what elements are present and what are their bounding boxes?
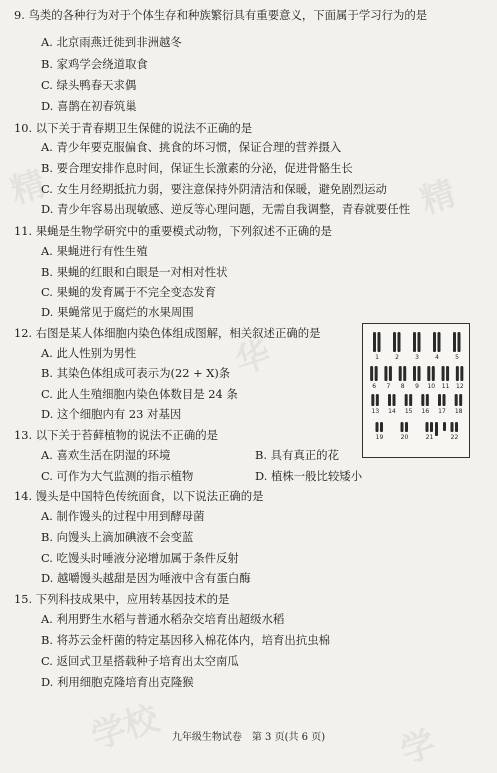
chromosome [378,332,381,352]
q12-stem: 12. 右图是某人体细胞内染色体组成图解，相关叙述正确的是 [14,326,321,340]
chromosome [384,366,387,381]
watermark: 精 [415,173,461,223]
q15-option: D. 利用细胞克隆培育出克隆猴 [41,675,194,689]
chromosome-label: 14 [388,408,396,415]
chromosome [458,332,461,352]
chromosome-label: 8 [400,383,405,390]
chromosome [443,394,446,406]
q14-option: A. 制作馒头的过程中用到酵母菌 [41,509,205,523]
watermark: 学 [395,723,441,773]
chromosome [373,332,376,352]
q11-option: C. 果蝇的发育属于不完全变态发育 [41,285,217,299]
q14-option: D. 越嚼馒头越甜是因为唾液中含有蛋白酶 [41,571,251,585]
chromosome [388,394,391,406]
chromosome-label: 19 [375,434,384,441]
q12-option: B. 其染色体组成可表示为(22 + X)条 [41,366,231,380]
chromosome-label: 11 [441,383,450,390]
q12-option: D. 这个细胞内有 23 对基因 [41,407,182,421]
chromosome [418,366,421,381]
chromosome [451,422,454,432]
chromosome [403,366,406,381]
q12-option: A. 此人性别为男性 [41,346,137,360]
q13-stem: 13. 以下关于苔藓植物的说法不正确的是 [14,428,218,442]
chromosome-label: 6 [372,383,377,390]
chromosome [438,394,441,406]
q9-option: A. 北京雨燕迁徙到非洲越冬 [41,35,182,49]
q11-option: D. 果蝇常见于腐烂的水果周围 [41,305,194,319]
chromosome-label: 13 [371,408,380,415]
chromosome [460,366,463,381]
q9-option: C. 绿头鸭春天求偶 [41,78,137,92]
chromosome [418,332,421,352]
chromosome [405,394,408,406]
chromosome-label: 15 [404,408,413,415]
chromosome [380,422,383,432]
chromosome [399,366,402,381]
watermark: 精 [5,163,51,213]
page-footer: 九年级生物试卷 第 3 页(共 6 页) [171,732,326,743]
chromosome-label: 21 [425,434,434,441]
q13-option: C. 可作为大气监测的指示植物 [41,469,194,483]
chromosome [376,394,379,406]
q9-option: D. 喜鹊在初春筑巢 [41,99,137,113]
q15-option: B. 将苏云金杆菌的特定基因移入棉花体内，培育出抗虫棉 [41,633,330,647]
chromosome [459,394,462,406]
chromosome-label: 9 [415,383,419,390]
q15-stem: 15. 下列科技成果中，应用转基因技术的是 [14,592,230,606]
chromosome-label: 22 [450,434,459,441]
q11-option: A. 果蝇进行有性生殖 [41,244,148,258]
chromosome [401,422,404,432]
q15-option: C. 返回式卫星搭载种子培育出太空南瓜 [41,654,239,668]
chromosome [413,332,416,352]
karyotype-figure [362,323,470,458]
q13-option: A. 喜欢生活在阴湿的环境 [41,448,171,462]
chromosome [393,332,396,352]
chromosome [370,366,373,381]
q12-option: C. 此人生殖细胞内染色体数目是 24 条 [41,387,238,401]
q10-option: A. 青少年要克服偏食、挑食的坏习惯，保证合理的营养摄入 [41,140,342,154]
chromosome-label: 3 [415,354,419,361]
chromosome [409,394,412,406]
chromosome-label: 5 [455,354,459,361]
chromosome [453,332,456,352]
chromosome-label: 17 [438,408,446,415]
chromosome [421,394,424,406]
chromosome-label: 12 [456,383,464,390]
sex-chromosome [435,422,438,436]
q10-option: D. 青少年容易出现敏感、逆反等心理问题，无需自我调整，青春就要任性 [41,202,411,216]
chromosome [375,366,378,381]
q10-stem: 10. 以下关于青春期卫生保健的说法不正确的是 [14,121,253,135]
q13-option: D. 植株一般比较矮小 [255,469,363,483]
chromosome-label: 4 [435,354,439,361]
chromosome [456,366,459,381]
chromosome [455,394,458,406]
q14-option: B. 向馒头上滴加碘液不会变蓝 [41,530,194,544]
watermark: 华 [230,333,276,383]
chromosome-label: 7 [386,383,391,390]
sex-chromosome [443,422,446,431]
q15-option: A. 利用野生水稻与普通水稻杂交培育出超级水稻 [41,612,285,626]
chromosome [426,422,429,432]
q14-stem: 14. 馒头是中国特色传统面食，以下说法正确的是 [14,489,264,503]
chromosome [442,366,445,381]
chromosome [446,366,449,381]
chromosome-label: 2 [395,354,399,361]
chromosome [413,366,416,381]
chromosome [432,366,435,381]
q11-option: B. 果蝇的红眼和白眼是一对相对性状 [41,265,228,279]
q10-option: C. 女生月经期抵抗力弱，要注意保持外阴清洁和保暖，避免剧烈运动 [41,182,387,196]
watermark: 学校 [86,698,164,758]
chromosome-label: 1 [375,354,379,361]
chromosome [393,394,396,406]
q10-option: B. 要合理安排作息时间，保证生长激素的分泌，促进骨骼生长 [41,161,353,175]
chromosome-label: 10 [427,383,436,390]
q11-stem: 11. 果蝇是生物学研究中的重要模式动物，下列叙述不正确的是 [14,224,332,238]
chromosome [376,422,379,432]
q9-stem: 9. 鸟类的各种行为对于个体生存和种族繁衍具有重要意义，下面属于学习行为的是 [14,8,428,22]
chromosome [433,332,436,352]
chromosome [438,332,441,352]
chromosome [405,422,408,432]
chromosome [430,422,433,432]
q14-option: C. 吃馒头时唾液分泌增加属于条件反射 [41,551,239,565]
chromosome-label: 16 [421,408,430,415]
chromosome-label: 20 [400,434,409,441]
chromosome [371,394,374,406]
q13-option: B. 具有真正的花 [255,448,339,462]
chromosome [426,394,429,406]
chromosome [455,422,458,432]
chromosome [389,366,392,381]
chromosome [427,366,430,381]
chromosome [398,332,401,352]
q9-option: B. 家鸡学会绕道取食 [41,57,148,71]
chromosome-label: 18 [454,408,463,415]
